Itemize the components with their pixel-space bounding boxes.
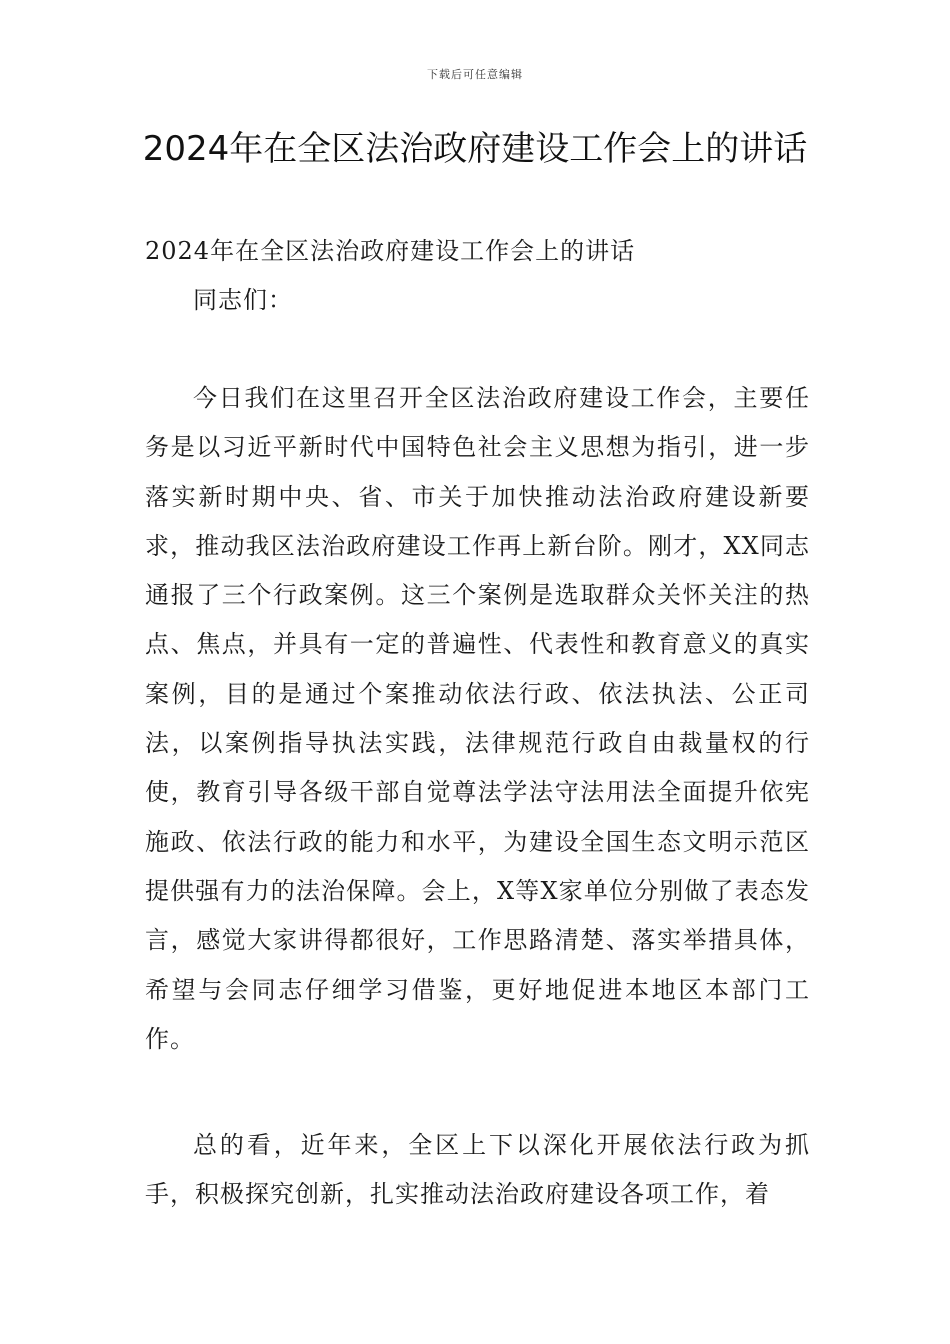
- paragraph: 总的看，近年来，全区上下以深化开展依法行政为抓手，积极探究创新，扎实推动法治政府建设各项工作，着: [145, 1131, 810, 1209]
- header-note: 下载后可任意编辑: [427, 68, 523, 81]
- document-title: 2024年在全区法治政府建设工作会上的讲话: [142, 129, 808, 169]
- greeting: 同志们：: [193, 286, 293, 314]
- document-subtitle: 2024年在全区法治政府建设工作会上的讲话: [145, 237, 636, 265]
- paragraph: 今日我们在这里召开全区法治政府建设工作会，主要任务是以习近平新时代中国特色社会主义思想为指引，进一步落实新时期中央、省、市关于加快推动法治政府建设新要求，推动我区法治政府建设工作再上新台阶。刚才，XX同志通报了三个行政案例。这三个案例是选取群众关怀关注的热点、焦点，并具有一定的普遍性、代表性和教育意义的真实案例，目的是通过个案推动依法行政、依法执法、公正司法，以案例指导执法实践，法律规范行政自由裁量权的行使，教育引导各级干部自觉尊法学法守法用法全面提升依宪施政、依法行政的能力和水平，为建设全国生态文明示范区提供强有力的法治保障。会上，X等X家单位分别做了表态发言，感觉大家讲得都很好，工作思路清楚、落实举措具体，希望与会同志仔细学习借鉴，更好地促进本地区本部门工作。: [145, 384, 810, 1053]
